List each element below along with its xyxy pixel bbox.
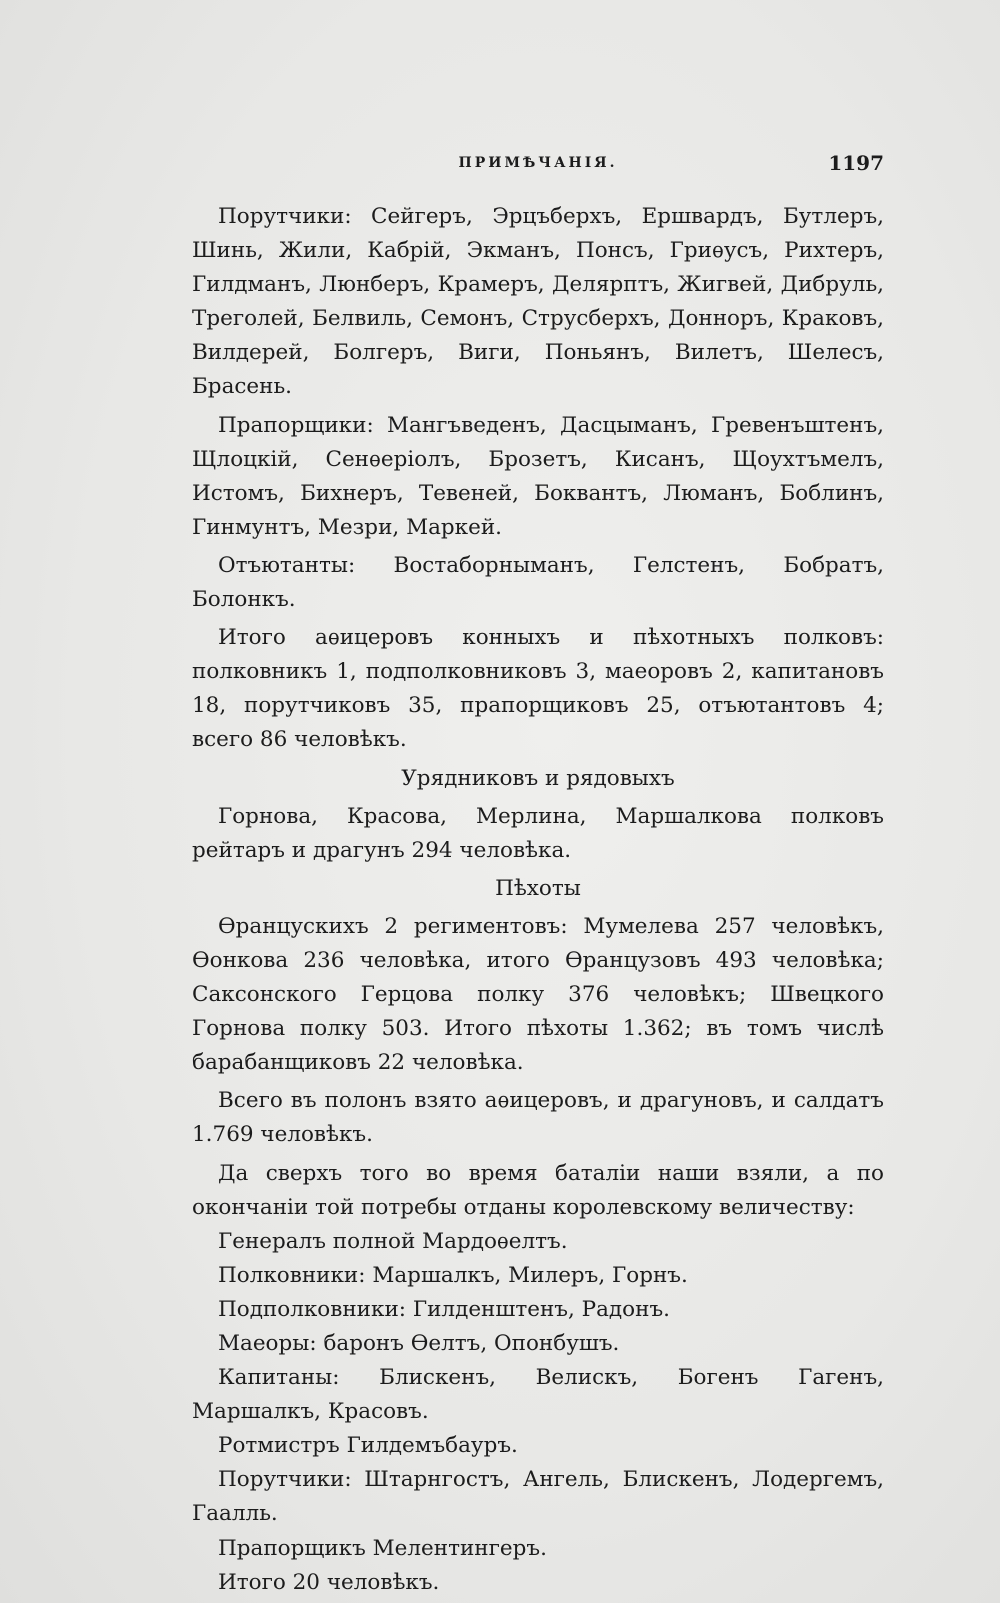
paragraph-lieutenants: Порутчики: Сейгеръ, Эрцъберхъ, Ершвардъ, Бутлеръ, Шинь, Жили, Кабрій, Экманъ, Понсъ, Гриѳусъ, Рихтеръ, Гилдманъ, Люнберъ, Крамеръ, Делярптъ, Жигвей, Дибруль, Треголей, Белвиль, Семонъ, Струсберхъ, Донноръ, Краковъ, Вилдерей, Болгеръ, Виги, Поньянъ, Вилетъ, Шелесъ, Брасень.: [192, 204, 884, 400]
list-item-rittmeister: Ротмистръ Гилдемъбауръ.: [218, 1433, 518, 1459]
paragraph-ensigns: Прапорщики: Мангъведенъ, Дасцыманъ, Гревенъштенъ, Щлоцкій, Сенѳеріолъ, Брозетъ, Кисанъ, Щоухтъмелъ, Истомъ, Бихнеръ, Тевеней, Боквантъ, Люманъ, Боблинъ, Гинмунтъ, Мезри, Маркей.: [192, 412, 884, 540]
section-heading-ranks: Урядниковъ и рядовыхъ: [401, 765, 675, 791]
paragraph-officers-total: Итого аѳицеровъ конныхъ и пѣхотныхъ полковъ: полковникъ 1, подполковниковъ 3, маеоровъ 2, капитановъ 18, порутчиковъ 35, прапорщиковъ 25, отъютантовъ 4; всего 86 человѣкъ.: [192, 625, 884, 753]
list-item-lieutenant-colonels: Подполковники: Гилденштенъ, Радонъ.: [218, 1296, 670, 1322]
list-item-ensign: Прапорщикъ Мелентингеръ.: [218, 1535, 547, 1561]
page-header: [192, 151, 884, 177]
list-item-majors: Маеоры: баронъ Ѳелтъ, Опонбушъ.: [218, 1331, 620, 1356]
paragraph-regiments: Горнова, Красова, Мерлина, Маршалкова полковъ рейтаръ и драгунъ 294 человѣка.: [192, 803, 884, 863]
paragraph-additional: Да сверхъ того во время баталіи наши взяли, а по окончаніи той потребы отданы королевскому величеству:: [192, 1160, 884, 1220]
list-item-total: Итого 20 человѣкъ.: [218, 1569, 440, 1595]
running-head: ПРИМѢЧАНІЯ.: [458, 155, 618, 171]
paragraph-total-captured: Всего въ полонъ взято аѳицеровъ, и драгуновъ, и салдатъ 1.769 человѣкъ.: [192, 1088, 884, 1148]
list-item-general: Генералъ полной Мардоѳелтъ.: [218, 1228, 568, 1254]
paragraph-adjutants: Отъютанты: Востаборныманъ, Гелстенъ, Бобратъ, Болонкъ.: [192, 552, 884, 613]
paragraph-infantry: Ѳранцускихъ 2 региментовъ: Мумелева 257 человѣкъ, Ѳонкова 236 человѣка, итого Ѳранцузовъ 493 человѣка; Саксонского Герцова полку 376 человѣкъ; Швецкого Горнова полку 503. Итого пѣхоты 1.362; въ томъ числѣ барабанщиковъ 22 человѣка.: [192, 913, 884, 1076]
list-item-captains: Капитаны: Блискенъ, Велискъ, Богенъ Гагенъ, Маршалкъ, Красовъ.: [192, 1365, 884, 1425]
page-number: 1197: [828, 151, 884, 175]
page-body: [192, 200, 884, 1600]
list-item-lieutenants: Порутчики: Штарнгостъ, Ангель, Блискенъ, Лодергемъ, Гаалль.: [192, 1467, 884, 1527]
list-item-colonels: Полковники: Маршалкъ, Милеръ, Горнъ.: [218, 1262, 688, 1288]
section-heading-infantry: Пѣхоты: [495, 875, 581, 901]
